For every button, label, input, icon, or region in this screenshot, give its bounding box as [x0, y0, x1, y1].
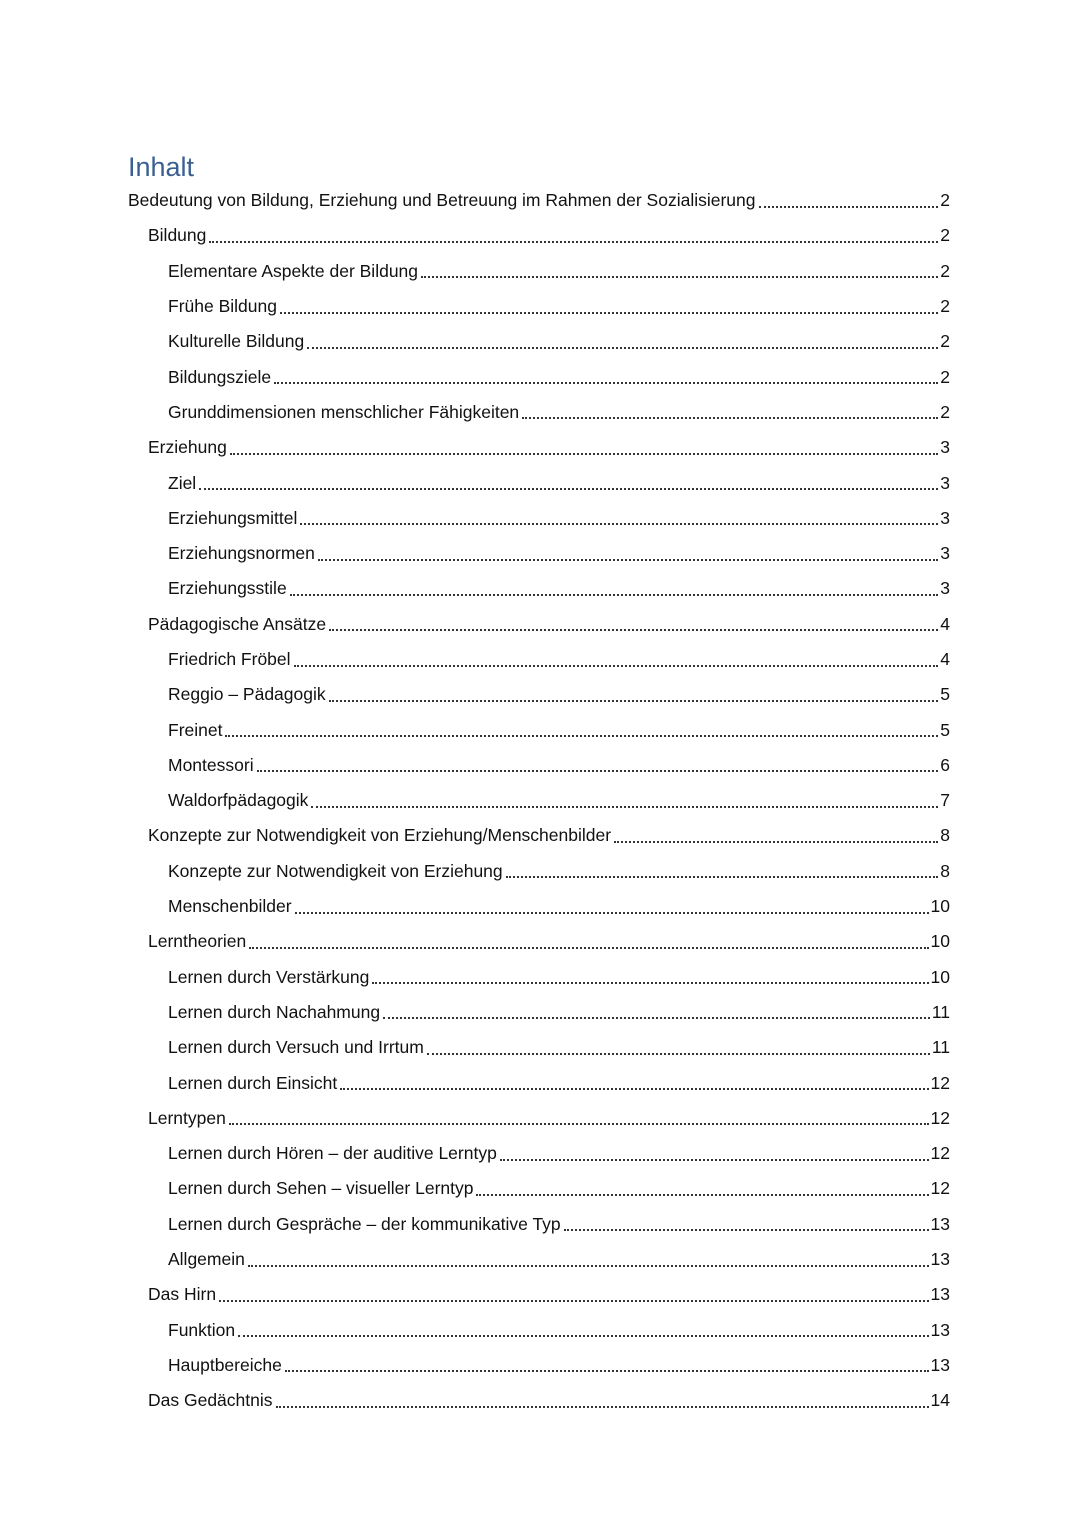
toc-entry[interactable] [128, 1101, 950, 1136]
toc-entry-page-number: 2 [940, 260, 950, 281]
toc-entry-label: Konzepte zur Notwendigkeit von Erziehung/Menschenbilder [148, 825, 612, 846]
toc-entry-page-number: 10 [930, 931, 950, 952]
toc-entry[interactable] [128, 924, 950, 959]
dot-leader [372, 967, 928, 987]
toc-entry-label: Erziehung [148, 437, 227, 458]
dot-leader [759, 191, 939, 211]
toc-entry-label: Bildung [148, 225, 207, 246]
dot-leader [248, 1250, 929, 1270]
toc-entry-page-number: 13 [930, 1284, 950, 1305]
toc-entry[interactable] [128, 1207, 950, 1242]
toc-entry-page-number: 3 [940, 543, 950, 564]
toc-entry-page-number: 13 [930, 1249, 950, 1270]
dot-leader [290, 579, 938, 599]
toc-entry[interactable] [128, 1065, 950, 1100]
toc-entry[interactable] [128, 960, 950, 995]
toc-entry-label: Friedrich Fröbel [168, 649, 291, 669]
toc-entry-page-number: 5 [940, 719, 950, 740]
toc-entry-label: Erziehungsstile [168, 578, 287, 599]
dot-leader [427, 1038, 930, 1058]
toc-entry-label: Reggio – Pädagogik [168, 684, 326, 705]
toc-entry[interactable] [128, 1277, 950, 1312]
toc-entry-label: Frühe Bildung [168, 296, 277, 317]
dot-leader [614, 826, 938, 846]
toc-entry[interactable] [128, 254, 950, 289]
toc-entry-page-number: 4 [940, 613, 950, 634]
dot-leader [383, 1002, 930, 1022]
toc-entry-page-number: 12 [930, 1072, 950, 1093]
toc-entry-page-number: 13 [930, 1213, 950, 1234]
toc-entry-page-number: 11 [931, 1001, 950, 1022]
toc-entry[interactable] [128, 607, 950, 642]
toc-entry-page-number: 6 [940, 754, 950, 775]
toc-entry-label: Waldorfpädagogik [168, 790, 309, 811]
dot-leader [257, 755, 938, 775]
toc-entry[interactable] [128, 536, 950, 571]
toc-entry-label: Erziehungsnormen [168, 543, 315, 564]
toc-entry[interactable] [128, 854, 950, 889]
toc-entry[interactable] [128, 1171, 950, 1206]
toc-entry-label: Grunddimensionen menschlicher Fähigkeiten [168, 401, 520, 422]
dot-leader [249, 932, 928, 952]
toc-entry-page-number: 13 [930, 1354, 950, 1375]
toc-entry-label: Lernen durch Versuch und Irrtum [168, 1037, 424, 1058]
dot-leader [280, 297, 938, 317]
toc-entry-page-number: 10 [930, 896, 950, 917]
toc-entry-label: Ziel [168, 472, 197, 493]
dot-leader [564, 1214, 929, 1234]
toc-entry-label: Bedeutung von Bildung, Erziehung und Betreuung im Rahmen der Sozialisierung [128, 190, 756, 211]
toc-entry[interactable] [128, 1242, 950, 1277]
toc-entry-label: Das Gedächtnis [148, 1390, 273, 1411]
table-of-contents [128, 183, 950, 1418]
toc-entry-page-number: 11 [931, 1037, 950, 1058]
toc-entry[interactable] [128, 465, 950, 500]
toc-entry[interactable] [128, 748, 950, 783]
toc-entry-label: Lernen durch Einsicht [168, 1072, 338, 1093]
toc-entry[interactable] [128, 571, 950, 606]
toc-entry-page-number: 2 [940, 296, 950, 317]
toc-entry-label: Lerntypen [148, 1107, 226, 1128]
toc-entry-page-number: 3 [940, 578, 950, 599]
dot-leader [276, 1391, 929, 1411]
toc-entry-label: Lernen durch Nachahmung [168, 1001, 381, 1022]
toc-entry[interactable] [128, 642, 950, 677]
toc-entry-label: Funktion [168, 1319, 236, 1340]
toc-entry-page-number: 2 [940, 331, 950, 352]
toc-entry-page-number: 2 [940, 401, 950, 422]
toc-entry-page-number: 8 [940, 825, 950, 846]
toc-entry-page-number: 13 [930, 1319, 950, 1340]
toc-entry-label: Montessori [168, 754, 254, 775]
toc-entry-page-number: 3 [940, 472, 950, 493]
toc-entry-label: Bildungsziele [168, 366, 272, 387]
toc-entry[interactable] [128, 289, 950, 324]
dot-leader [329, 685, 938, 705]
toc-entry-page-number: 8 [940, 860, 950, 881]
dot-leader [311, 791, 938, 811]
toc-entry-label: Freinet [168, 719, 223, 740]
toc-entry-label: Menschenbilder [168, 896, 292, 917]
toc-entry[interactable] [128, 995, 950, 1030]
dot-leader [307, 332, 938, 352]
dot-leader [230, 438, 938, 458]
dot-leader [238, 1320, 928, 1340]
toc-entry-page-number: 12 [930, 1107, 950, 1128]
toc-entry-label: Kulturelle Bildung [168, 331, 305, 352]
dot-leader [329, 614, 938, 634]
toc-entry-label: Lerntheorien [148, 931, 247, 952]
toc-entry[interactable] [128, 395, 950, 430]
toc-entry[interactable] [128, 501, 950, 536]
toc-entry[interactable] [128, 430, 950, 465]
toc-entry[interactable] [128, 183, 950, 218]
toc-entry-label: Konzepte zur Notwendigkeit von Erziehung [168, 860, 503, 881]
dot-leader [506, 861, 938, 881]
toc-entry[interactable] [128, 359, 950, 394]
toc-entry-page-number: 2 [940, 190, 950, 211]
toc-entry-label: Lernen durch Sehen – visueller Lerntyp [168, 1178, 474, 1199]
toc-entry-label: Das Hirn [148, 1284, 217, 1305]
toc-entry-page-number: 12 [930, 1178, 950, 1199]
toc-entry[interactable] [128, 1030, 950, 1065]
toc-entry-page-number: 10 [930, 966, 950, 987]
toc-entry-label: Erziehungsmittel [168, 507, 298, 528]
toc-entry[interactable] [128, 783, 950, 818]
toc-entry[interactable] [128, 712, 950, 747]
toc-entry[interactable] [128, 1313, 950, 1348]
toc-entry[interactable] [128, 677, 950, 712]
toc-entry-label: Allgemein [168, 1249, 245, 1270]
dot-leader [295, 897, 929, 917]
toc-entry-label: Pädagogische Ansätze [148, 613, 327, 634]
dot-leader [199, 473, 938, 493]
dot-leader [294, 650, 938, 670]
dot-leader [500, 1144, 929, 1164]
dot-leader [300, 508, 938, 528]
toc-entry-label: Lernen durch Verstärkung [168, 966, 370, 987]
toc-entry[interactable] [128, 324, 950, 359]
toc-entry-page-number: 4 [940, 649, 950, 669]
toc-entry-page-number: 14 [930, 1390, 950, 1411]
dot-leader [318, 544, 938, 564]
dot-leader [285, 1355, 929, 1375]
toc-entry-label: Lernen durch Gespräche – der kommunikative Typ [168, 1213, 561, 1234]
dot-leader [225, 720, 938, 740]
toc-entry[interactable] [128, 818, 950, 853]
toc-entry[interactable] [128, 1348, 950, 1383]
toc-entry-page-number: 2 [940, 225, 950, 246]
toc-entry-page-number: 7 [940, 790, 950, 811]
dot-leader [476, 1179, 928, 1199]
toc-entry[interactable] [128, 218, 950, 253]
dot-leader [229, 1108, 929, 1128]
toc-entry-page-number: 3 [940, 507, 950, 528]
toc-title: Inhalt [128, 152, 195, 182]
dot-leader [340, 1073, 928, 1093]
dot-leader [219, 1285, 928, 1305]
toc-entry-label: Lernen durch Hören – der auditive Lerntyp [168, 1143, 497, 1164]
dot-leader [274, 367, 938, 387]
toc-entry-page-number: 3 [940, 437, 950, 458]
toc-entry-label: Hauptbereiche [168, 1354, 282, 1375]
toc-entry-page-number: 12 [930, 1143, 950, 1164]
toc-entry[interactable] [128, 889, 950, 924]
toc-entry[interactable] [128, 1136, 950, 1171]
toc-entry[interactable] [128, 1383, 950, 1418]
dot-leader [209, 226, 938, 246]
dot-leader [522, 402, 938, 422]
toc-entry-page-number: 5 [940, 684, 950, 705]
toc-entry-page-number: 2 [940, 366, 950, 387]
dot-leader [421, 261, 938, 281]
toc-entry-label: Elementare Aspekte der Bildung [168, 260, 419, 281]
